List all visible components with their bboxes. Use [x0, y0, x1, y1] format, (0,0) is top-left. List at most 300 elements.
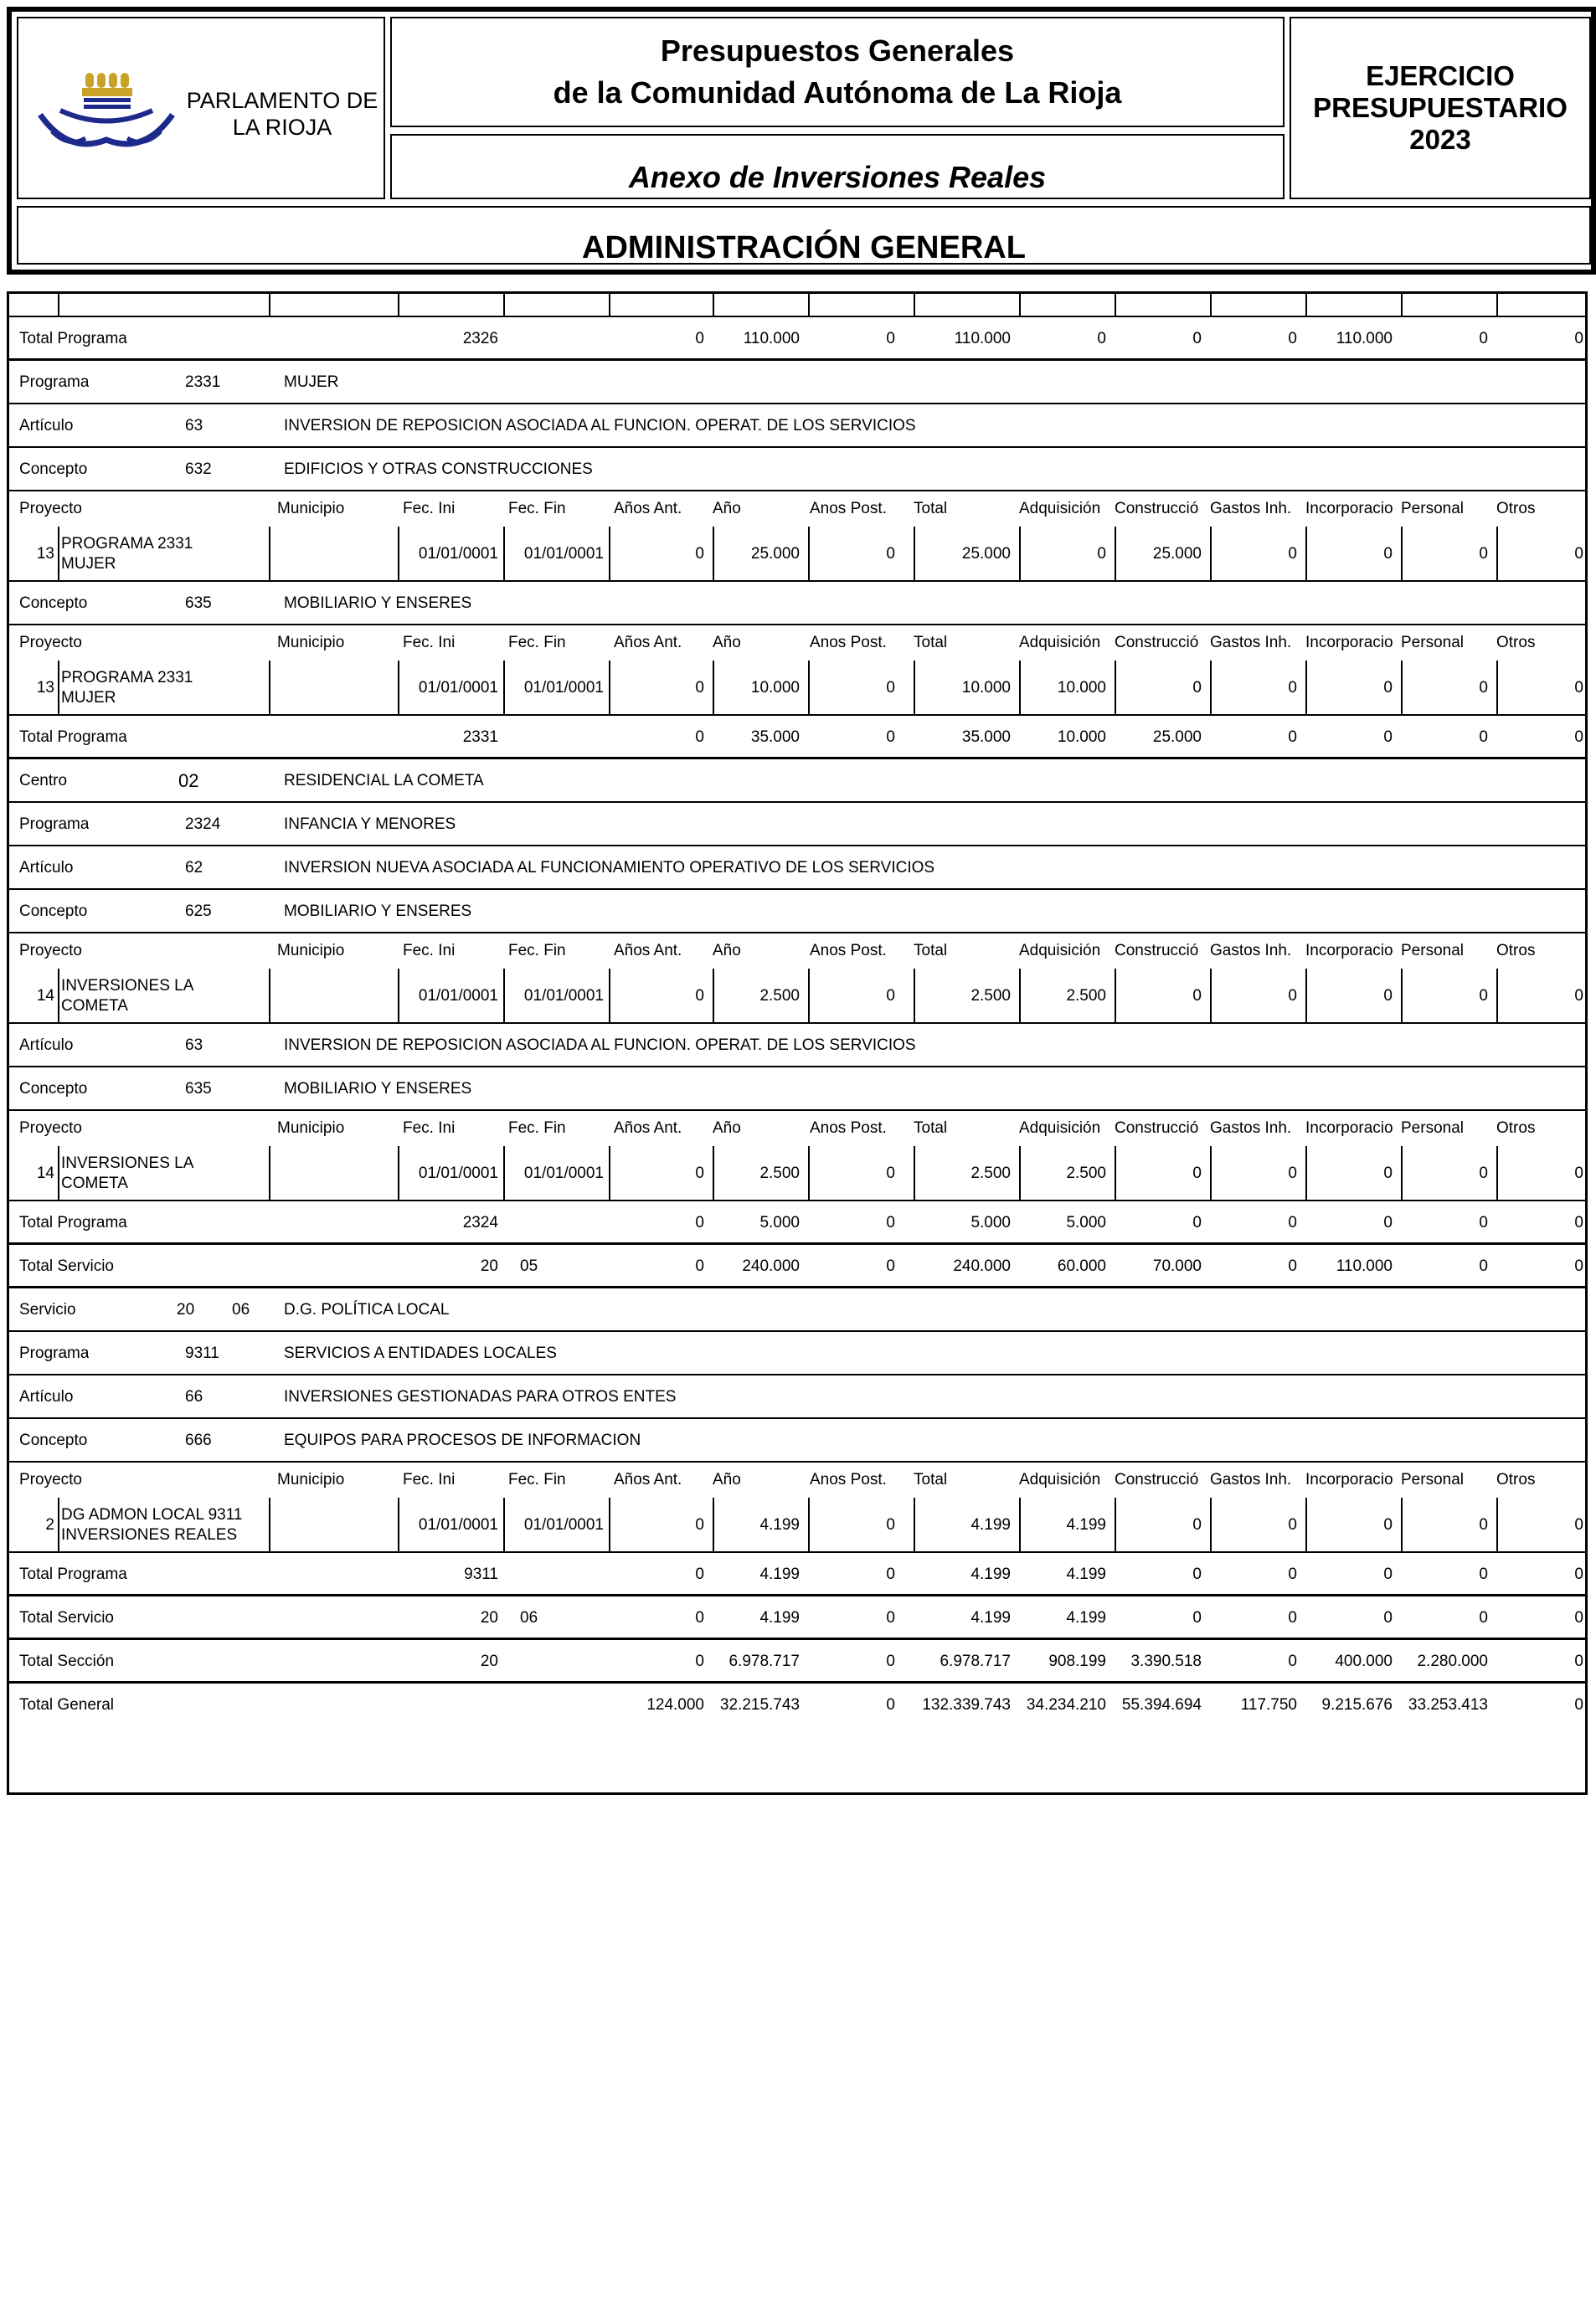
title-line1: Presupuestos Generales: [660, 33, 1015, 68]
amount-cell: 2.500: [1066, 987, 1106, 1005]
amount-cell: 0: [1479, 1516, 1488, 1534]
amount-cell: 0: [695, 1653, 704, 1670]
total-label: Total Programa: [19, 1214, 127, 1231]
column-divider: [1019, 294, 1021, 317]
column-divider: [1401, 294, 1403, 317]
amount-cell: 0: [886, 1257, 895, 1275]
info-row: [9, 1288, 1585, 1332]
total-label: Total General: [19, 1696, 115, 1714]
row-description: D.G. POLÍTICA LOCAL: [284, 1301, 450, 1319]
project-number: 2: [45, 1516, 54, 1534]
column-header: Proyecto: [19, 500, 82, 517]
total-row: [9, 1245, 1585, 1288]
subtitle: Anexo de Inversiones Reales: [628, 160, 1047, 194]
row-label: Concepto: [19, 1080, 88, 1098]
column-header: Adquisición: [1019, 1471, 1101, 1488]
column-header: Incorporacio: [1305, 942, 1393, 959]
column-header: Municipio: [277, 942, 345, 959]
column-header: Construcció: [1115, 500, 1199, 517]
column-header: Fec. Fin: [508, 500, 566, 517]
row-description: MOBILIARIO Y ENSERES: [284, 902, 472, 920]
amount-cell: 0: [1383, 728, 1393, 746]
column-header: Fec. Ini: [403, 1119, 456, 1137]
column-header: Personal: [1401, 942, 1464, 959]
row-label: Artículo: [19, 417, 74, 434]
ejercicio-box: [1290, 17, 1591, 199]
row-code: 20: [177, 1301, 195, 1319]
amount-cell: 4.199: [970, 1566, 1011, 1583]
amount-cell: 0: [1574, 728, 1583, 746]
amount-cell: 0: [1383, 987, 1393, 1005]
amount-cell: 4.199: [1066, 1516, 1106, 1534]
row-label: Artículo: [19, 1388, 74, 1406]
row-label: Concepto: [19, 902, 88, 920]
info-row: [9, 1067, 1585, 1111]
info-row: [9, 361, 1585, 404]
column-header: Personal: [1401, 1119, 1464, 1137]
row-code: 66: [185, 1388, 203, 1406]
total-code: 20: [480, 1609, 498, 1627]
column-header: Construcció: [1115, 634, 1199, 651]
total-code: 2331: [462, 728, 498, 746]
amount-cell: 4.199: [759, 1566, 800, 1583]
row-description: INVERSIONES GESTIONADAS PARA OTROS ENTES: [284, 1388, 677, 1406]
amount-cell: 0: [1288, 1653, 1297, 1670]
fecha-inicio: 01/01/0001: [418, 987, 498, 1005]
project-name-line1: DG ADMON LOCAL 9311: [61, 1506, 243, 1524]
project-name-line2: INVERSIONES REALES: [61, 1526, 238, 1544]
row-code: 2331: [185, 373, 221, 391]
amount-cell: 4.199: [1066, 1609, 1106, 1627]
fecha-inicio: 01/01/0001: [418, 545, 498, 563]
fecha-inicio: 01/01/0001: [418, 1516, 498, 1534]
column-divider: [503, 294, 505, 317]
amount-cell: 0: [1383, 1609, 1393, 1627]
info-row: [9, 890, 1585, 933]
amount-cell: 0: [886, 330, 895, 347]
ejercicio-line1: EJERCICIO: [1366, 60, 1515, 91]
amount-cell: 240.000: [953, 1257, 1011, 1275]
column-header: Incorporacio: [1305, 500, 1393, 517]
row-code: 666: [185, 1432, 212, 1449]
column-header: Municipio: [277, 1119, 345, 1137]
column-header: Años Ant.: [614, 500, 682, 517]
info-row: [9, 404, 1585, 448]
row-code: 02: [178, 770, 199, 791]
amount-cell: 0: [695, 987, 704, 1005]
amount-cell: 10.000: [750, 679, 800, 697]
amount-cell: 0: [1574, 679, 1583, 697]
row-label: Programa: [19, 373, 90, 391]
row-code2: 06: [232, 1301, 250, 1319]
amount-cell: 0: [1574, 1653, 1583, 1670]
project-row: [9, 1498, 1585, 1553]
info-row: [9, 846, 1585, 890]
row-description: EDIFICIOS Y OTRAS CONSTRUCCIONES: [284, 460, 593, 478]
amount-cell: 0: [1574, 1257, 1583, 1275]
column-divider: [58, 969, 59, 1024]
total-row: [9, 1640, 1585, 1684]
fecha-inicio: 01/01/0001: [418, 1165, 498, 1182]
amount-cell: 110.000: [1336, 330, 1393, 347]
column-divider: [269, 527, 270, 582]
amount-cell: 0: [695, 1609, 704, 1627]
amount-cell: 35.000: [750, 728, 800, 746]
column-header: Construcció: [1115, 942, 1199, 959]
amount-cell: 0: [1574, 330, 1583, 347]
info-row: [9, 1419, 1585, 1463]
amount-cell: 0: [1383, 545, 1393, 563]
project-name-line1: INVERSIONES LA: [61, 1154, 194, 1172]
investment-table: [7, 291, 1588, 1795]
amount-cell: 0: [1288, 1165, 1297, 1182]
column-header: Proyecto: [19, 634, 82, 651]
ejercicio-year: 2023: [1409, 124, 1471, 155]
column-divider: [609, 294, 610, 317]
column-header: Fec. Fin: [508, 942, 566, 959]
amount-cell: 0: [1479, 679, 1488, 697]
row-code: 635: [185, 594, 212, 612]
org-name-line1: PARLAMENTO DE: [186, 88, 378, 113]
project-name: [61, 661, 267, 716]
column-header: Anos Post.: [810, 500, 887, 517]
amount-cell: 10.000: [961, 679, 1011, 697]
amount-cell: 0: [1574, 1566, 1583, 1583]
column-header: Proyecto: [19, 942, 82, 959]
project-name: [61, 527, 267, 582]
amount-cell: 5.000: [1066, 1214, 1106, 1231]
amount-cell: 0: [695, 1257, 704, 1275]
amount-cell: 0: [1479, 1165, 1488, 1182]
column-header: Fec. Fin: [508, 1471, 566, 1488]
amount-cell: 0: [1574, 1696, 1583, 1714]
amount-cell: 4.199: [970, 1516, 1011, 1534]
info-row: [9, 803, 1585, 846]
row-description: INVERSION DE REPOSICION ASOCIADA AL FUNCION. OPERAT. DE LOS SERVICIOS: [284, 417, 916, 434]
total-row: [9, 1553, 1585, 1596]
amount-cell: 0: [1192, 1165, 1202, 1182]
column-header: Construcció: [1115, 1471, 1199, 1488]
total-code: 2324: [462, 1214, 498, 1231]
amount-cell: 110.000: [743, 330, 800, 347]
amount-cell: 6.978.717: [940, 1653, 1011, 1670]
amount-cell: 0: [886, 987, 895, 1005]
column-header: Personal: [1401, 1471, 1464, 1488]
column-header: Gastos Inh.: [1210, 942, 1292, 959]
column-header: Fec. Fin: [508, 1119, 566, 1137]
amount-cell: 0: [886, 1214, 895, 1231]
amount-cell: 25.000: [750, 545, 800, 563]
column-header: Año: [713, 634, 741, 651]
total-code: 20: [480, 1257, 498, 1275]
amount-cell: 0: [1383, 1214, 1393, 1231]
amount-cell: 0: [886, 679, 895, 697]
fecha-fin: 01/01/0001: [523, 1165, 604, 1182]
column-header: Total: [914, 1471, 948, 1488]
column-header: Total: [914, 942, 948, 959]
total-label: Total Programa: [19, 1566, 127, 1583]
title-box: [390, 17, 1285, 127]
column-header: Personal: [1401, 634, 1464, 651]
amount-cell: 5.000: [970, 1214, 1011, 1231]
row-description: MOBILIARIO Y ENSERES: [284, 1080, 472, 1098]
total-code: 2326: [462, 330, 498, 347]
project-row: [9, 1146, 1585, 1201]
column-header: Anos Post.: [810, 942, 887, 959]
amount-cell: 34.234.210: [1026, 1696, 1106, 1714]
amount-cell: 0: [1479, 1257, 1488, 1275]
amount-cell: 0: [1383, 1566, 1393, 1583]
row-label: Concepto: [19, 1432, 88, 1449]
column-header: Otros: [1496, 1119, 1536, 1137]
info-row: [9, 759, 1585, 803]
column-header: Año: [713, 500, 741, 517]
row-label: Artículo: [19, 1036, 74, 1054]
amount-cell: 4.199: [759, 1609, 800, 1627]
project-number: 13: [36, 679, 54, 697]
column-divider: [1305, 294, 1307, 317]
amount-cell: 0: [695, 545, 704, 563]
column-header: Años Ant.: [614, 634, 682, 651]
column-header-row: [9, 625, 1585, 661]
project-number: 13: [36, 545, 54, 563]
row-code: 63: [185, 1036, 203, 1054]
total-code: 9311: [464, 1566, 498, 1583]
amount-cell: 0: [1479, 1214, 1488, 1231]
total-code: 20: [480, 1653, 498, 1670]
total-label: Total Programa: [19, 330, 127, 347]
amount-cell: 0: [1192, 1214, 1202, 1231]
amount-cell: 0: [1288, 987, 1297, 1005]
fecha-fin: 01/01/0001: [523, 679, 604, 697]
column-header: Año: [713, 1119, 741, 1137]
row-label: Artículo: [19, 859, 74, 877]
amount-cell: 4.199: [1066, 1566, 1106, 1583]
total-label: Total Sección: [19, 1653, 115, 1670]
column-header: Anos Post.: [810, 634, 887, 651]
amount-cell: 0: [1288, 1566, 1297, 1583]
amount-cell: 0: [886, 728, 895, 746]
amount-cell: 4.199: [759, 1516, 800, 1534]
column-header: Proyecto: [19, 1119, 82, 1137]
total-row: [9, 317, 1585, 361]
fecha-inicio: 01/01/0001: [418, 679, 498, 697]
row-description: MOBILIARIO Y ENSERES: [284, 594, 472, 612]
project-name-line1: PROGRAMA 2331: [61, 669, 193, 686]
amount-cell: 25.000: [1152, 728, 1202, 746]
column-header: Personal: [1401, 500, 1464, 517]
row-code: 635: [185, 1080, 212, 1098]
amount-cell: 0: [695, 728, 704, 746]
row-description: INFANCIA Y MENORES: [284, 815, 456, 833]
column-header: Fec. Ini: [403, 634, 456, 651]
column-header: Adquisición: [1019, 634, 1101, 651]
amount-cell: 2.500: [759, 1165, 800, 1182]
amount-cell: 9.215.676: [1321, 1696, 1393, 1714]
row-label: Servicio: [19, 1301, 76, 1319]
total-code2: 06: [520, 1609, 538, 1627]
project-name-line2: COMETA: [61, 997, 128, 1015]
column-divider: [1210, 294, 1212, 317]
amount-cell: 0: [1574, 1516, 1583, 1534]
total-code: [394, 1684, 498, 1727]
project-row: [9, 661, 1585, 716]
amount-cell: 70.000: [1152, 1257, 1202, 1275]
column-divider: [269, 969, 270, 1024]
project-number: 14: [36, 987, 54, 1005]
fecha-fin: 01/01/0001: [523, 1516, 604, 1534]
column-header: Total: [914, 1119, 948, 1137]
column-header: Años Ant.: [614, 1119, 682, 1137]
project-row: [9, 969, 1585, 1024]
project-name-line2: MUJER: [61, 555, 116, 573]
amount-cell: 0: [886, 545, 895, 563]
amount-cell: 25.000: [1152, 545, 1202, 563]
amount-cell: 0: [1574, 1609, 1583, 1627]
row-label: Programa: [19, 1345, 90, 1362]
spacer-row: [9, 294, 1585, 317]
amount-cell: 0: [1288, 1257, 1297, 1275]
amount-cell: 132.339.743: [922, 1696, 1011, 1714]
column-divider: [1115, 294, 1116, 317]
amount-cell: 5.000: [759, 1214, 800, 1231]
total-row: [9, 1684, 1585, 1727]
amount-cell: 2.500: [970, 987, 1011, 1005]
amount-cell: 0: [1097, 330, 1106, 347]
row-code: 632: [185, 460, 212, 478]
info-row: [9, 1024, 1585, 1067]
column-header: Incorporacio: [1305, 634, 1393, 651]
amount-cell: 0: [695, 1516, 704, 1534]
amount-cell: 0: [1574, 1214, 1583, 1231]
total-label: Total Servicio: [19, 1257, 114, 1275]
amount-cell: 0: [1288, 1609, 1297, 1627]
row-description: RESIDENCIAL LA COMETA: [284, 772, 484, 789]
amount-cell: 0: [1192, 330, 1202, 347]
amount-cell: 33.253.413: [1408, 1696, 1488, 1714]
column-header: Incorporacio: [1305, 1471, 1393, 1488]
amount-cell: 0: [1383, 1516, 1393, 1534]
amount-cell: 0: [1097, 545, 1106, 563]
total-row: [9, 716, 1585, 759]
column-header: Total: [914, 634, 948, 651]
row-label: Centro: [19, 772, 68, 789]
amount-cell: 0: [886, 1696, 895, 1714]
row-code: 2324: [185, 815, 221, 833]
amount-cell: 0: [1574, 545, 1583, 563]
amount-cell: 0: [1479, 987, 1488, 1005]
amount-cell: 0: [1383, 679, 1393, 697]
section-title: ADMINISTRACIÓN GENERAL: [582, 229, 1026, 265]
amount-cell: 0: [1192, 679, 1202, 697]
column-header: Anos Post.: [810, 1471, 887, 1488]
amount-cell: 32.215.743: [719, 1696, 800, 1714]
fecha-fin: 01/01/0001: [523, 987, 604, 1005]
column-header: Proyecto: [19, 1471, 82, 1488]
total-row: [9, 1596, 1585, 1640]
amount-cell: 4.199: [970, 1609, 1011, 1627]
amount-cell: 0: [886, 1609, 895, 1627]
column-header: Otros: [1496, 942, 1536, 959]
amount-cell: 10.000: [1057, 728, 1106, 746]
column-divider: [58, 1498, 59, 1553]
column-header: Fec. Ini: [403, 1471, 456, 1488]
amount-cell: 0: [886, 1165, 895, 1182]
amount-cell: 0: [1574, 987, 1583, 1005]
column-header: Adquisición: [1019, 500, 1101, 517]
amount-cell: 0: [886, 1653, 895, 1670]
amount-cell: 0: [1192, 1516, 1202, 1534]
column-divider: [269, 1146, 270, 1201]
amount-cell: 0: [1479, 330, 1488, 347]
column-header-row: [9, 1463, 1585, 1498]
row-description: SERVICIOS A ENTIDADES LOCALES: [284, 1345, 557, 1362]
amount-cell: 0: [1288, 545, 1297, 563]
amount-cell: 0: [1288, 679, 1297, 697]
title-line2: de la Comunidad Autónoma de La Rioja: [553, 75, 1122, 110]
amount-cell: 0: [1288, 1214, 1297, 1231]
project-name-line2: COMETA: [61, 1175, 128, 1192]
column-header: Fec. Fin: [508, 634, 566, 651]
info-row: [9, 448, 1585, 491]
amount-cell: 0: [1288, 1516, 1297, 1534]
amount-cell: 0: [1192, 987, 1202, 1005]
column-header: Años Ant.: [614, 942, 682, 959]
total-row: [9, 1201, 1585, 1245]
amount-cell: 0: [1288, 330, 1297, 347]
column-header: Gastos Inh.: [1210, 1119, 1292, 1137]
column-header: Incorporacio: [1305, 1119, 1393, 1137]
total-label: Total Programa: [19, 728, 127, 746]
fecha-fin: 01/01/0001: [523, 545, 604, 563]
parliament-logo: [35, 64, 178, 157]
amount-cell: 0: [1574, 1165, 1583, 1182]
info-row: [9, 582, 1585, 625]
amount-cell: 117.750: [1240, 1696, 1297, 1714]
column-divider: [398, 294, 399, 317]
ejercicio-line2: PRESUPUESTARIO: [1313, 92, 1568, 123]
column-header: Otros: [1496, 1471, 1536, 1488]
column-divider: [808, 294, 810, 317]
column-divider: [914, 294, 915, 317]
column-header: Total: [914, 500, 948, 517]
amount-cell: 908.199: [1048, 1653, 1106, 1670]
column-divider: [269, 294, 270, 317]
column-header: Adquisición: [1019, 942, 1101, 959]
column-header: Construcció: [1115, 1119, 1199, 1137]
amount-cell: 0: [695, 1566, 704, 1583]
amount-cell: 110.000: [1336, 1257, 1393, 1275]
column-divider: [58, 661, 59, 716]
amount-cell: 0: [695, 1165, 704, 1182]
org-name-line2: LA RIOJA: [232, 115, 332, 140]
column-header-row: [9, 1111, 1585, 1146]
row-description: INVERSION DE REPOSICION ASOCIADA AL FUNCION. OPERAT. DE LOS SERVICIOS: [284, 1036, 916, 1054]
row-description: EQUIPOS PARA PROCESOS DE INFORMACION: [284, 1432, 641, 1449]
column-divider: [269, 1498, 270, 1553]
column-header: Fec. Ini: [403, 942, 456, 959]
amount-cell: 0: [1479, 1566, 1488, 1583]
column-divider: [58, 294, 59, 317]
amount-cell: 0: [1479, 1609, 1488, 1627]
column-header: Municipio: [277, 1471, 345, 1488]
row-label: Concepto: [19, 460, 88, 478]
column-header: Año: [713, 1471, 741, 1488]
amount-cell: 2.500: [1066, 1165, 1106, 1182]
row-label: Programa: [19, 815, 90, 833]
row-code: 62: [185, 859, 203, 877]
info-row: [9, 1375, 1585, 1419]
